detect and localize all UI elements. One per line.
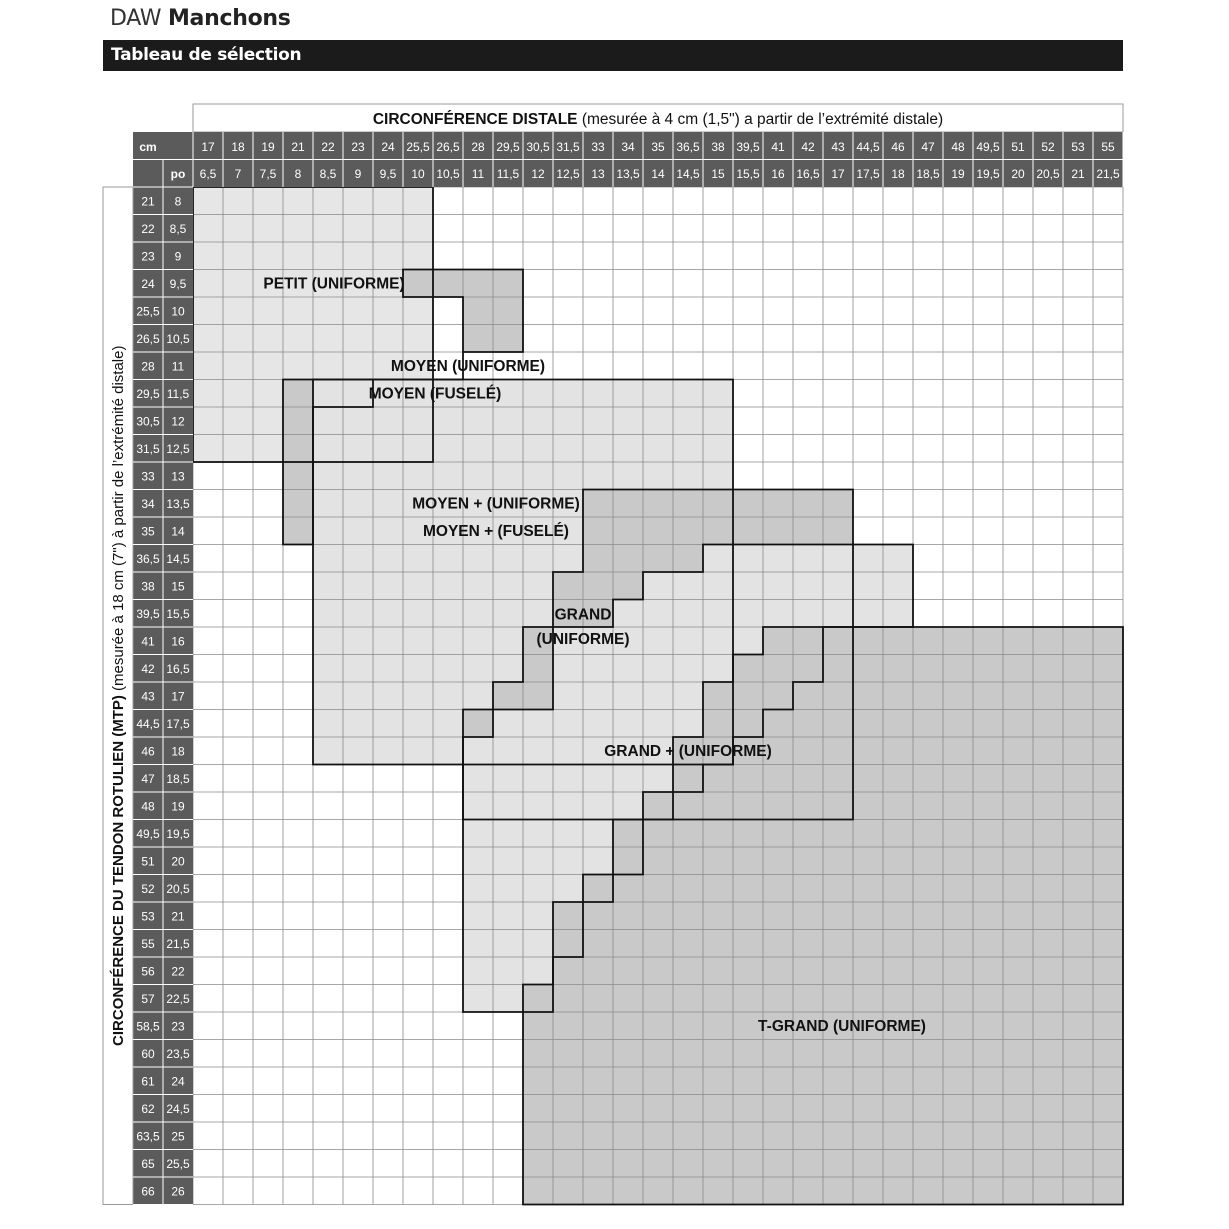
region-label: GRAND [554,606,612,624]
brand-prefix: DAW [110,6,162,31]
x-tick-cm: 53 [1071,140,1085,154]
x-tick-in: 18,5 [916,167,940,181]
y-tick-cm: 52 [141,881,155,896]
y-tick-cm: 42 [141,661,155,676]
x-tick-in: 11,5 [496,167,520,181]
x-tick-in: 8 [294,167,302,181]
x-tick-in: 18 [891,167,905,181]
region-label: (UNIFORME) [536,630,630,648]
x-tick-cm: 43 [831,140,845,154]
x-tick-in: 16,5 [796,167,820,181]
y-axis-title-note: (mesurée à 18 cm (7") à partir de l’extrémité distale) [110,345,127,691]
y-tick-in: 8 [174,194,182,209]
y-tick-in: 14 [171,524,185,539]
x-tick-cm: 22 [321,140,335,154]
y-tick-in: 12,5 [166,441,190,456]
y-tick-in: 11 [171,359,185,374]
y-tick-in: 21,5 [166,936,190,951]
region-label: MOYEN + (FUSELÉ) [423,522,569,540]
x-tick-cm: 51 [1011,140,1025,154]
x-tick-cm: 30,5 [526,140,550,154]
y-tick-in: 23,5 [166,1046,190,1061]
y-tick-cm: 26,5 [136,331,160,346]
x-tick-cm: 49,5 [976,140,1000,154]
y-tick-in: 18 [171,744,185,759]
x-tick-in: 17 [831,167,845,181]
y-tick-cm: 23 [141,249,155,264]
x-axis-title-main: CIRCONFÉRENCE DISTALE [372,111,582,128]
x-tick-cm: 24 [381,140,395,154]
x-tick-cm: 47 [921,140,935,154]
y-tick-cm: 31,5 [136,441,160,456]
x-tick-cm: 46 [891,140,905,154]
x-tick-cm: 35 [651,140,665,154]
x-tick-cm: 31,5 [556,140,580,154]
x-tick-cm: 44,5 [856,140,880,154]
y-tick-cm: 33 [141,469,155,484]
y-tick-in: 15 [171,579,185,594]
x-tick-cm: 29,5 [496,140,520,154]
y-tick-in: 20 [171,854,185,869]
y-tick-in: 11,5 [166,386,190,401]
y-tick-cm: 38 [141,579,155,594]
x-tick-in: 14,5 [676,167,700,181]
y-tick-in: 9,5 [169,276,187,291]
x-tick-cm: 34 [621,140,635,154]
y-tick-in: 16,5 [166,661,190,676]
y-tick-in: 9 [174,249,182,264]
region-label: MOYEN (UNIFORME) [390,357,546,375]
y-tick-in: 22 [171,964,185,979]
y-tick-cm: 24 [141,276,155,291]
x-tick-cm: 23 [351,140,365,154]
y-tick-cm: 36,5 [136,551,160,566]
y-tick-cm: 56 [141,964,155,979]
x-tick-in: 19 [951,167,965,181]
y-tick-cm: 63,5 [136,1129,160,1144]
y-tick-in: 20,5 [166,881,190,896]
y-tick-in: 24 [171,1074,185,1089]
unit-cm-label: cm [139,140,157,154]
y-tick-cm: 48 [141,799,155,814]
y-tick-in: 19,5 [166,826,190,841]
x-tick-in: 6,5 [199,167,217,181]
y-tick-cm: 34 [141,496,155,511]
y-tick-cm: 62 [141,1101,155,1116]
y-tick-cm: 46 [141,744,155,759]
y-tick-cm: 22 [141,221,155,236]
x-tick-in: 12,5 [556,167,580,181]
x-tick-cm: 55 [1101,140,1115,154]
x-axis-title-note: (mesurée à 4 cm (1,5") a partir de l’extrémité distale) [581,111,944,128]
y-tick-cm: 49,5 [136,826,160,841]
x-tick-in: 7,5 [259,167,277,181]
y-axis-title [110,346,127,1046]
y-tick-cm: 51 [141,854,155,869]
x-tick-in: 13 [591,167,605,181]
region-label: MOYEN + (UNIFORME) [412,495,580,513]
y-tick-in: 8,5 [169,221,187,236]
y-tick-in: 18,5 [166,771,190,786]
y-tick-in: 17,5 [166,716,190,731]
y-tick-in: 13,5 [166,496,190,511]
region-label: T-GRAND (UNIFORME) [758,1017,926,1035]
x-tick-cm: 25,5 [406,140,430,154]
x-tick-in: 21 [1071,167,1085,181]
x-tick-cm: 19 [261,140,275,154]
y-tick-in: 19 [171,799,185,814]
y-tick-in: 24,5 [166,1101,190,1116]
x-tick-in: 17,5 [856,167,880,181]
y-tick-cm: 53 [141,909,155,924]
x-tick-in: 21,5 [1096,167,1120,181]
y-tick-in: 14,5 [166,551,190,566]
y-tick-in: 10,5 [166,331,190,346]
x-tick-in: 15,5 [736,167,760,181]
brand-name: Manchons [167,6,291,31]
x-tick-in: 10,5 [436,167,460,181]
y-tick-in: 10 [171,304,185,319]
x-tick-in: 19,5 [976,167,1000,181]
x-tick-in: 20 [1011,167,1025,181]
x-tick-in: 15 [711,167,725,181]
x-tick-cm: 36,5 [676,140,700,154]
y-tick-cm: 21 [141,194,155,209]
y-tick-in: 25 [171,1129,185,1144]
y-tick-cm: 41 [141,634,155,649]
y-tick-cm: 60 [141,1046,155,1061]
x-tick-cm: 41 [771,140,785,154]
x-tick-in: 9,5 [379,167,397,181]
y-axis-title-main: CIRCONFÉRENCE DU TENDON ROTULIEN (MTP) [110,690,127,1046]
y-tick-cm: 61 [141,1074,155,1089]
x-tick-cm: 26,5 [436,140,460,154]
x-tick-in: 13,5 [616,167,640,181]
y-tick-in: 15,5 [166,606,190,621]
x-tick-in: 12 [531,167,545,181]
x-axis-title [373,111,943,128]
y-tick-cm: 28 [141,359,155,374]
y-tick-in: 26 [171,1184,185,1199]
section-title: Tableau de sélection [111,45,302,65]
x-tick-in: 9 [354,167,362,181]
y-tick-in: 21 [171,909,185,924]
y-tick-cm: 57 [141,991,155,1006]
unit-in-label: po [170,167,186,181]
y-tick-cm: 29,5 [136,386,160,401]
y-tick-in: 12 [171,414,185,429]
y-tick-cm: 43 [141,689,155,704]
y-tick-cm: 44,5 [136,716,160,731]
x-tick-in: 8,5 [319,167,337,181]
x-tick-cm: 39,5 [736,140,760,154]
y-tick-in: 16 [171,634,185,649]
x-tick-in: 11 [471,167,485,181]
x-tick-cm: 48 [951,140,965,154]
y-tick-in: 25,5 [166,1156,190,1171]
y-tick-cm: 66 [141,1184,155,1199]
x-tick-cm: 28 [471,140,485,154]
x-tick-in: 14 [651,167,665,181]
y-tick-in: 17 [171,689,185,704]
y-tick-cm: 55 [141,936,155,951]
y-tick-in: 23 [171,1019,185,1034]
x-tick-cm: 38 [711,140,725,154]
x-tick-in: 10 [411,167,425,181]
y-tick-in: 22,5 [166,991,190,1006]
y-tick-cm: 58,5 [136,1019,160,1034]
x-tick-in: 16 [771,167,785,181]
x-tick-cm: 42 [801,140,815,154]
x-tick-cm: 21 [291,140,305,154]
x-tick-in: 7 [234,167,242,181]
x-tick-cm: 17 [201,140,215,154]
x-tick-cm: 33 [591,140,605,154]
x-tick-cm: 52 [1041,140,1055,154]
y-tick-cm: 30,5 [136,414,160,429]
region-label: MOYEN (FUSELÉ) [368,385,502,403]
y-tick-cm: 39,5 [136,606,160,621]
y-tick-cm: 47 [141,771,155,786]
y-tick-cm: 25,5 [136,304,160,319]
region-label: PETIT (UNIFORME) [263,275,405,293]
x-tick-in: 20,5 [1036,167,1060,181]
y-tick-cm: 65 [141,1156,155,1171]
y-tick-cm: 35 [141,524,155,539]
y-tick-in: 13 [171,469,185,484]
x-tick-cm: 18 [231,140,245,154]
region-label: GRAND + (UNIFORME) [604,742,772,760]
